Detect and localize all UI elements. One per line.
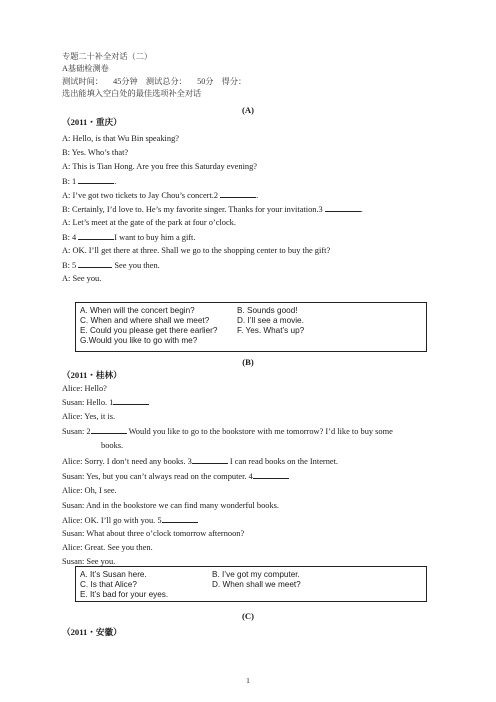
answer-blank[interactable] — [78, 231, 114, 240]
section-b-source: （2011・桂林） — [62, 370, 122, 380]
dialogue-line: Alice: Yes, it is. — [62, 412, 116, 421]
answer-blank[interactable] — [325, 203, 361, 212]
option-item: D. I’ll see a movie. — [237, 316, 304, 325]
dialogue-line: Alice: Oh, I see. — [62, 486, 117, 495]
section-c-label: (C) — [242, 611, 254, 621]
section-a-source: （2011・重庆） — [62, 117, 122, 127]
option-item: B. I’ve got my computer. — [212, 570, 300, 579]
answer-blank[interactable] — [162, 514, 198, 523]
test-meta: 测试时间： 45分钟 测试总分： 50分 得分： — [62, 77, 247, 86]
option-item: C. Is that Alice? — [80, 580, 137, 589]
answer-blank[interactable] — [192, 455, 228, 464]
section-c-source: （2011・安徽） — [62, 627, 122, 637]
option-item: E. Could you please get there earlier? — [80, 326, 218, 335]
dialogue-line: Susan: What about three o’clock tomorrow afternoon? — [62, 529, 245, 538]
answer-blank[interactable] — [113, 396, 149, 405]
dialogue-line: Susan: See you. — [62, 557, 116, 566]
page-number: 1 — [246, 676, 250, 685]
dialogue-line: Alice: Great. See you then. — [62, 543, 153, 552]
option-item: F. Yes. What’s up? — [237, 326, 305, 335]
instruction: 选出能填入空白处的最佳选项补全对话 — [62, 89, 202, 98]
dialogue-line: Susan: Hello. 1 — [62, 396, 149, 408]
dialogue-line: B: 1 . — [62, 177, 117, 186]
option-item: G.Would you like to go with me? — [80, 336, 198, 345]
options-box-b — [75, 566, 427, 602]
option-item: A. It’s Susan here. — [80, 570, 147, 579]
dialogue-line: Susan: And in the bookstore we can find many wonderful books. — [62, 501, 280, 510]
dialogue-line: A: I’ve got two tickets to Jay Chou’s concert.2 . — [62, 191, 259, 200]
dialogue-line: Alice: Hello? — [62, 384, 107, 393]
dialogue-line: B: Certainly, I’d love to. He’s my favorite singer. Thanks for your invitation.3 . — [62, 205, 363, 214]
dialogue-line: A: Let’s meet at the gate of the park at four o’clock. — [62, 218, 236, 227]
doc-title: 专题二十补全对话（二） — [62, 52, 153, 61]
answer-blank[interactable] — [78, 175, 114, 184]
answer-blank[interactable] — [91, 425, 127, 434]
dialogue-line: A: See you. — [62, 274, 102, 283]
dialogue-line: A: This is Tian Hong. Are you free this Saturday evening? — [62, 162, 258, 171]
options-box-a — [75, 302, 427, 352]
dialogue-line: Susan: Yes, but you can’t always read on the computer. 4 — [62, 470, 289, 482]
dialogue-line: B: 4 I want to buy him a gift. — [62, 233, 196, 242]
option-item: E. It’s bad for your eyes. — [80, 590, 169, 599]
dialogue-line: Alice: OK. I’ll go with you. 5 — [62, 514, 198, 526]
option-item: C. When and where shall we meet? — [80, 316, 210, 325]
dialogue-line: A: Hello, is that Wu Bin speaking? — [62, 134, 179, 143]
option-item: A. When will the concert begin? — [80, 306, 195, 315]
dialogue-line: B: Yes. Who’s that? — [62, 148, 129, 157]
dialogue-line: B: 5 See you then. — [62, 261, 160, 270]
dialogue-line: A: OK. I’ll get there at three. Shall we go to the shopping center to buy the gift? — [62, 246, 331, 255]
dialogue-line: Susan: 2 Would you like to go to the bookstore with me tomorrow? I’d like to buy some — [62, 427, 393, 436]
doc-subtitle: A基础检测卷 — [62, 64, 109, 73]
answer-blank[interactable] — [253, 470, 289, 479]
answer-blank[interactable] — [220, 189, 256, 198]
option-item: B. Sounds good! — [237, 306, 298, 315]
answer-blank[interactable] — [78, 259, 112, 268]
dialogue-line: books. — [101, 441, 124, 450]
dialogue-line: Alice: Sorry. I don’t need any books. 3 I can read books on the Internet. — [62, 457, 339, 466]
section-b-label: (B) — [242, 357, 254, 367]
option-item: D. When shall we meet? — [212, 580, 301, 589]
section-a-label: (A) — [242, 105, 254, 115]
